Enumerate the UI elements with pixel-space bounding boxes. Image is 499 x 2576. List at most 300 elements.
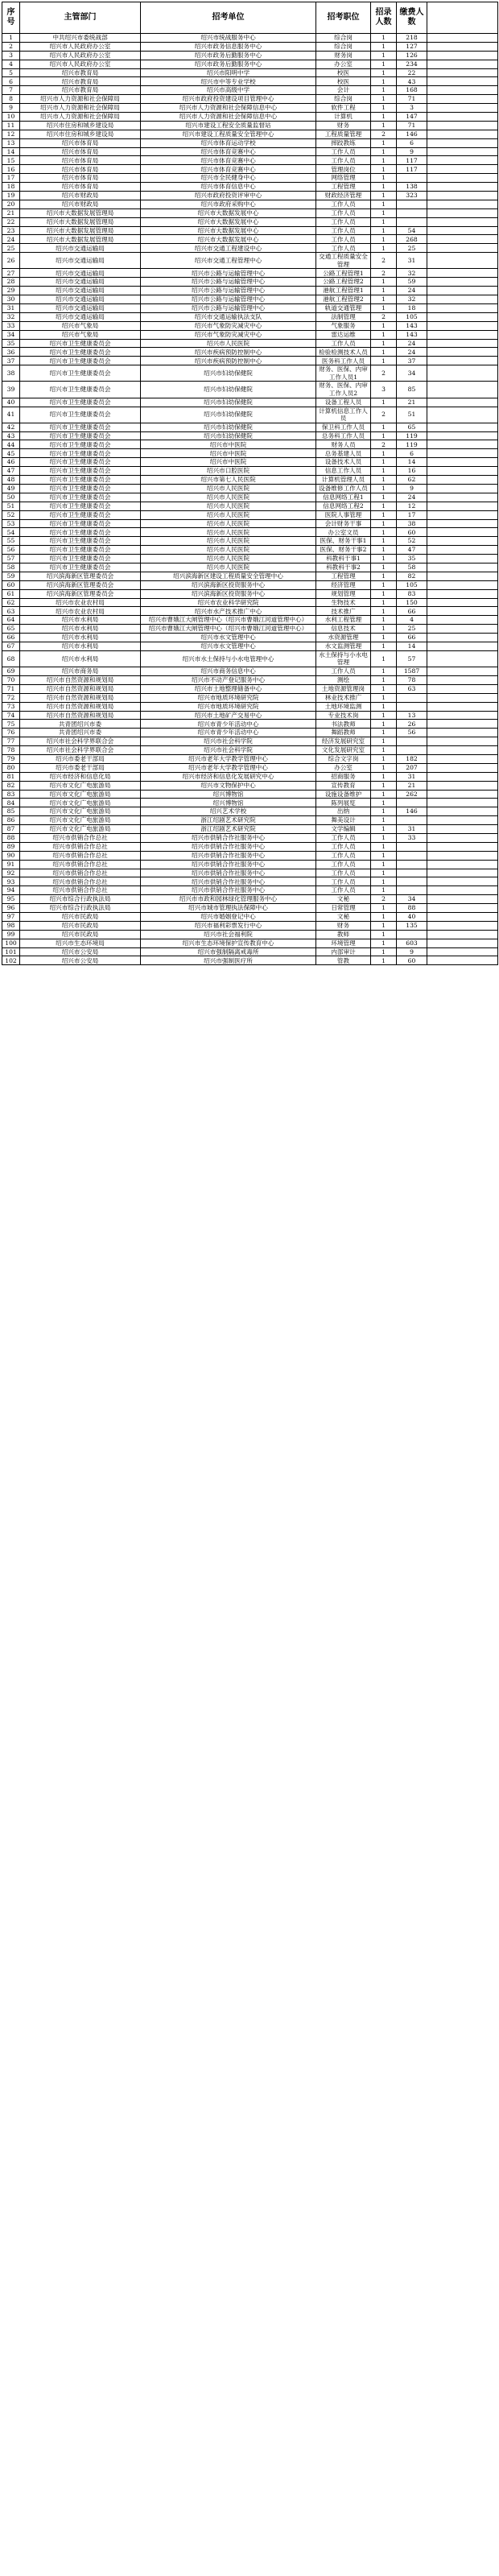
cell-fee — [427, 269, 498, 278]
cell-position: 工作人员 — [316, 886, 371, 895]
table-row — [2, 634, 498, 642]
table-row — [2, 278, 498, 287]
cell-no: 19 — [2, 192, 20, 200]
cell-dept: 绍兴滨海新区管理委员会 — [20, 580, 141, 589]
cell-count: 1 — [371, 147, 397, 156]
cell-no: 7 — [2, 86, 20, 95]
cell-position: 文秘 — [316, 912, 371, 921]
cell-count: 1 — [371, 304, 397, 313]
table-row — [2, 886, 498, 895]
cell-dept: 绍兴市体育局 — [20, 138, 141, 147]
cell-no: 17 — [2, 174, 20, 183]
cell-paid: 9 — [397, 947, 427, 956]
cell-no: 44 — [2, 440, 20, 449]
cell-no: 94 — [2, 886, 20, 895]
cell-count: 2 — [371, 895, 397, 904]
cell-dept: 绍兴市水利局 — [20, 642, 141, 650]
header-no: 序号 — [2, 2, 20, 34]
cell-count: 1 — [371, 625, 397, 634]
cell-dept: 绍兴市交通运输局 — [20, 269, 141, 278]
cell-unit: 绍兴市生态环境保护宣传教育中心 — [141, 939, 316, 947]
cell-count: 1 — [371, 42, 397, 51]
cell-dept: 绍兴市农业农村局 — [20, 598, 141, 607]
cell-unit: 绍兴市曹娥江大闸管理中心（绍兴市曹娥江河道管理中心） — [141, 625, 316, 634]
cell-count: 1 — [371, 667, 397, 676]
cell-dept: 绍兴市卫生健康委员会 — [20, 440, 141, 449]
cell-count: 1 — [371, 174, 397, 183]
cell-dept: 绍兴市综合行政执法局 — [20, 904, 141, 913]
cell-unit: 绍兴市政府投资评审中心 — [141, 192, 316, 200]
cell-no: 87 — [2, 825, 20, 834]
table-row — [2, 156, 498, 165]
cell-no: 69 — [2, 667, 20, 676]
cell-position: 文秘 — [316, 895, 371, 904]
cell-unit: 绍兴市社会福利院 — [141, 930, 316, 939]
cell-no: 95 — [2, 895, 20, 904]
cell-no: 11 — [2, 121, 20, 130]
cell-unit: 绍兴市供销合作社服务中心 — [141, 860, 316, 869]
cell-unit: 绍兴市人民医院 — [141, 555, 316, 564]
cell-count: 1 — [371, 200, 397, 208]
cell-fee — [427, 930, 498, 939]
cell-paid — [397, 869, 427, 877]
cell-fee — [427, 807, 498, 816]
table-row — [2, 502, 498, 510]
cell-fee — [427, 208, 498, 217]
cell-position: 办公室 — [316, 60, 371, 68]
cell-count: 1 — [371, 348, 397, 357]
cell-unit: 绍兴市市政和园林绿化管理服务中心 — [141, 895, 316, 904]
cell-position: 工作人员 — [316, 860, 371, 869]
cell-fee — [427, 746, 498, 755]
cell-paid: 63 — [397, 684, 427, 693]
cell-paid: 150 — [397, 598, 427, 607]
cell-position: 信息网络工程1 — [316, 493, 371, 502]
cell-count: 1 — [371, 519, 397, 528]
cell-no: 26 — [2, 253, 20, 269]
cell-no: 54 — [2, 528, 20, 537]
cell-unit: 绍兴市人民医院 — [141, 484, 316, 493]
cell-no: 24 — [2, 235, 20, 244]
cell-no: 43 — [2, 431, 20, 440]
cell-dept: 绍兴市教育局 — [20, 68, 141, 77]
cell-no: 77 — [2, 737, 20, 746]
cell-position: 工作人员 — [316, 208, 371, 217]
cell-unit: 绍兴市公路与运输管理中心 — [141, 287, 316, 295]
cell-unit: 绍兴市疾病预防控制中心 — [141, 357, 316, 365]
cell-fee — [427, 877, 498, 886]
cell-fee — [427, 51, 498, 60]
cell-count: 1 — [371, 183, 397, 192]
cell-position: 交通工程质量安全管理 — [316, 253, 371, 269]
cell-paid: 603 — [397, 939, 427, 947]
cell-dept: 绍兴市民政局 — [20, 930, 141, 939]
table-row — [2, 51, 498, 60]
cell-fee — [427, 312, 498, 321]
cell-unit: 绍兴滨海新区投资服务中心 — [141, 589, 316, 598]
table-row — [2, 476, 498, 485]
table-row — [2, 825, 498, 834]
cell-unit: 绍兴市婚姻登记中心 — [141, 912, 316, 921]
cell-no: 66 — [2, 634, 20, 642]
cell-paid: 1587 — [397, 667, 427, 676]
table-row — [2, 833, 498, 842]
cell-unit: 绍兴市公路与运输管理中心 — [141, 304, 316, 313]
cell-fee — [427, 607, 498, 616]
cell-no: 78 — [2, 746, 20, 755]
cell-position: 财务、医保、内审工作人员1 — [316, 365, 371, 382]
cell-count: 1 — [371, 860, 397, 869]
cell-count: 2 — [371, 269, 397, 278]
cell-paid: 82 — [397, 572, 427, 580]
table-row — [2, 667, 498, 676]
cell-count: 2 — [371, 312, 397, 321]
cell-fee — [427, 226, 498, 235]
cell-fee — [427, 183, 498, 192]
cell-no: 22 — [2, 217, 20, 226]
cell-fee — [427, 493, 498, 502]
cell-dept: 绍兴市卫生健康委员会 — [20, 502, 141, 510]
cell-fee — [427, 77, 498, 86]
table-row — [2, 440, 498, 449]
cell-paid: 138 — [397, 183, 427, 192]
cell-dept: 绍兴市交通运输局 — [20, 312, 141, 321]
table-row — [2, 711, 498, 720]
cell-fee — [427, 330, 498, 339]
cell-position: 工作人员 — [316, 217, 371, 226]
cell-count: 1 — [371, 956, 397, 965]
cell-no: 84 — [2, 799, 20, 807]
cell-unit: 绍兴市老年大学教学管理中心 — [141, 763, 316, 772]
cell-fee — [427, 869, 498, 877]
cell-no: 80 — [2, 763, 20, 772]
cell-paid: 18 — [397, 304, 427, 313]
cell-paid: 32 — [397, 269, 427, 278]
table-row — [2, 321, 498, 330]
cell-dept: 绍兴市民政局 — [20, 912, 141, 921]
cell-count: 1 — [371, 572, 397, 580]
cell-position: 管教 — [316, 956, 371, 965]
cell-paid: 21 — [397, 781, 427, 790]
cell-dept: 绍兴市水利局 — [20, 650, 141, 667]
cell-count: 1 — [371, 886, 397, 895]
cell-count: 1 — [371, 51, 397, 60]
table-row — [2, 616, 498, 625]
cell-fee — [427, 235, 498, 244]
table-row — [2, 763, 498, 772]
cell-no: 83 — [2, 790, 20, 799]
cell-position: 设备技术人员 — [316, 458, 371, 467]
cell-fee — [427, 555, 498, 564]
cell-count: 1 — [371, 510, 397, 519]
cell-position: 气象服务 — [316, 321, 371, 330]
cell-unit: 绍兴市疾病预防控制中心 — [141, 348, 316, 357]
cell-unit: 绍兴市建设工程质量安全管理中心 — [141, 130, 316, 138]
cell-count: 1 — [371, 642, 397, 650]
cell-position: 会计财务干事 — [316, 519, 371, 528]
header-fee — [427, 2, 498, 34]
cell-count: 1 — [371, 702, 397, 711]
cell-dept: 绍兴市供销合作总社 — [20, 877, 141, 886]
cell-unit: 绍兴市曹娥江大闸管理中心（绍兴市曹娥江河道管理中心） — [141, 616, 316, 625]
cell-dept: 绍兴市体育局 — [20, 156, 141, 165]
cell-position: 医保、财务干事2 — [316, 546, 371, 555]
cell-dept: 绍兴市大数据发展管理局 — [20, 226, 141, 235]
cell-count: 1 — [371, 138, 397, 147]
cell-count: 1 — [371, 113, 397, 122]
cell-unit: 绍兴市人民医院 — [141, 546, 316, 555]
cell-unit: 绍兴市交通工程建设中心 — [141, 244, 316, 253]
cell-dept: 绍兴市教育局 — [20, 77, 141, 86]
cell-count: 1 — [371, 634, 397, 642]
cell-fee — [427, 799, 498, 807]
cell-dept: 绍兴市人力资源和社会保障局 — [20, 95, 141, 104]
cell-dept: 绍兴市卫生健康委员会 — [20, 555, 141, 564]
cell-no: 61 — [2, 589, 20, 598]
table-row — [2, 348, 498, 357]
cell-unit: 绍兴市水土保持与小水电管理中心 — [141, 650, 316, 667]
cell-fee — [427, 860, 498, 869]
cell-dept: 绍兴市卫生健康委员会 — [20, 365, 141, 382]
cell-paid: 117 — [397, 165, 427, 174]
cell-no: 53 — [2, 519, 20, 528]
cell-count: 1 — [371, 449, 397, 458]
cell-count: 2 — [371, 130, 397, 138]
cell-unit: 绍兴市大数据发展中心 — [141, 226, 316, 235]
cell-position: 招商服务 — [316, 772, 371, 781]
cell-paid: 52 — [397, 537, 427, 546]
cell-position: 港航工程管理1 — [316, 287, 371, 295]
cell-position: 计算机信息工作人员 — [316, 407, 371, 423]
cell-paid: 43 — [397, 77, 427, 86]
cell-position: 经济管理 — [316, 580, 371, 589]
cell-dept: 绍兴市卫生健康委员会 — [20, 493, 141, 502]
cell-count: 1 — [371, 589, 397, 598]
cell-count: 1 — [371, 68, 397, 77]
cell-dept: 绍兴市公安局 — [20, 947, 141, 956]
cell-unit: 绍兴市强制隔离戒毒所 — [141, 947, 316, 956]
cell-position: 技术推广 — [316, 607, 371, 616]
cell-unit: 绍兴市政府采购中心 — [141, 200, 316, 208]
cell-no: 51 — [2, 502, 20, 510]
table-row — [2, 493, 498, 502]
cell-paid: 66 — [397, 607, 427, 616]
table-row — [2, 930, 498, 939]
cell-unit: 绍兴市气象防灾减灾中心 — [141, 330, 316, 339]
cell-count: 1 — [371, 339, 397, 348]
cell-dept: 绍兴市文化广电旅游局 — [20, 807, 141, 816]
cell-dept: 绍兴市水利局 — [20, 634, 141, 642]
cell-paid: 37 — [397, 357, 427, 365]
cell-no: 81 — [2, 772, 20, 781]
cell-fee — [427, 244, 498, 253]
cell-position: 保卫科工作人员 — [316, 423, 371, 431]
cell-position: 信息技术 — [316, 625, 371, 634]
cell-paid: 218 — [397, 34, 427, 43]
cell-no: 86 — [2, 816, 20, 825]
cell-no: 29 — [2, 287, 20, 295]
cell-position: 工作人员 — [316, 339, 371, 348]
cell-dept: 绍兴市住房和城乡建设局 — [20, 121, 141, 130]
table-row — [2, 253, 498, 269]
cell-paid: 127 — [397, 42, 427, 51]
cell-paid: 207 — [397, 763, 427, 772]
cell-unit: 绍兴市大数据发展中心 — [141, 208, 316, 217]
cell-unit: 绍兴市社会科学院 — [141, 746, 316, 755]
cell-count: 3 — [371, 382, 397, 398]
table-row — [2, 598, 498, 607]
cell-paid: 62 — [397, 476, 427, 485]
cell-paid: 17 — [397, 510, 427, 519]
cell-position: 日常管理 — [316, 904, 371, 913]
cell-position: 科教科干事2 — [316, 563, 371, 572]
cell-no: 73 — [2, 702, 20, 711]
cell-fee — [427, 851, 498, 860]
table-row — [2, 684, 498, 693]
cell-count: 2 — [371, 365, 397, 382]
cell-fee — [427, 528, 498, 537]
cell-fee — [427, 842, 498, 851]
cell-fee — [427, 476, 498, 485]
cell-no: 85 — [2, 807, 20, 816]
table-row — [2, 904, 498, 913]
cell-paid — [397, 200, 427, 208]
cell-unit: 绍兴市体育竞赛中心 — [141, 156, 316, 165]
cell-unit: 浙江绍剧艺术研究院 — [141, 816, 316, 825]
cell-paid: 146 — [397, 807, 427, 816]
cell-position: 舞蹈教师 — [316, 729, 371, 737]
cell-paid: 21 — [397, 398, 427, 407]
table-row — [2, 729, 498, 737]
cell-position: 工作人员 — [316, 235, 371, 244]
cell-dept: 绍兴市人力资源和社会保障局 — [20, 104, 141, 113]
cell-count: 1 — [371, 616, 397, 625]
cell-dept: 绍兴市自然资源和规划局 — [20, 711, 141, 720]
recruitment-table — [2, 2, 498, 965]
cell-paid: 40 — [397, 912, 427, 921]
cell-no: 75 — [2, 720, 20, 729]
cell-dept: 绍兴市供销合作总社 — [20, 842, 141, 851]
cell-unit: 绍兴市人民医院 — [141, 510, 316, 519]
cell-count: 1 — [371, 60, 397, 68]
cell-paid: 88 — [397, 904, 427, 913]
cell-position: 校医 — [316, 68, 371, 77]
cell-paid: 33 — [397, 833, 427, 842]
cell-count: 1 — [371, 912, 397, 921]
cell-unit: 绍兴市农业科学研究院 — [141, 598, 316, 607]
cell-unit: 绍兴市地质环境研究院 — [141, 702, 316, 711]
cell-unit: 绍兴市供销合作社服务中心 — [141, 886, 316, 895]
cell-count: 1 — [371, 720, 397, 729]
cell-count: 2 — [371, 440, 397, 449]
cell-count: 1 — [371, 121, 397, 130]
cell-dept: 绍兴市生态环境局 — [20, 939, 141, 947]
cell-fee — [427, 510, 498, 519]
cell-count: 2 — [371, 253, 397, 269]
table-row — [2, 34, 498, 43]
cell-fee — [427, 502, 498, 510]
cell-count: 2 — [371, 407, 397, 423]
cell-dept: 绍兴市农业农村局 — [20, 607, 141, 616]
table-row — [2, 121, 498, 130]
cell-no: 92 — [2, 869, 20, 877]
cell-position: 信息工作人员 — [316, 467, 371, 476]
cell-count: 1 — [371, 398, 397, 407]
cell-paid: 119 — [397, 431, 427, 440]
cell-dept: 绍兴市卫生健康委员会 — [20, 484, 141, 493]
cell-count: 1 — [371, 772, 397, 781]
cell-paid: 143 — [397, 321, 427, 330]
cell-dept: 绍兴市卫生健康委员会 — [20, 357, 141, 365]
cell-dept: 绍兴市自然资源和规划局 — [20, 693, 141, 702]
cell-count: 1 — [371, 95, 397, 104]
cell-position: 公路工程管理2 — [316, 278, 371, 287]
cell-paid: 38 — [397, 519, 427, 528]
table-row — [2, 217, 498, 226]
cell-no: 9 — [2, 104, 20, 113]
cell-position: 水资源管理 — [316, 634, 371, 642]
cell-unit: 绍兴市供销合作社服务中心 — [141, 869, 316, 877]
cell-fee — [427, 904, 498, 913]
cell-fee — [427, 348, 498, 357]
table-row — [2, 877, 498, 886]
cell-paid — [397, 799, 427, 807]
cell-no: 52 — [2, 510, 20, 519]
cell-count: 1 — [371, 930, 397, 939]
cell-paid: 31 — [397, 825, 427, 834]
cell-paid: 58 — [397, 563, 427, 572]
cell-count: 1 — [371, 484, 397, 493]
cell-dept: 绍兴市大数据发展管理局 — [20, 235, 141, 244]
cell-unit: 绍兴市体育竞赛中心 — [141, 147, 316, 156]
cell-no: 93 — [2, 877, 20, 886]
cell-count: 1 — [371, 825, 397, 834]
cell-fee — [427, 895, 498, 904]
cell-dept: 绍兴市体育局 — [20, 147, 141, 156]
cell-paid: 182 — [397, 754, 427, 763]
cell-count: 1 — [371, 34, 397, 43]
cell-dept: 绍兴市公安局 — [20, 956, 141, 965]
cell-unit: 绍兴市不动产登记服务中心 — [141, 675, 316, 684]
cell-unit: 绍兴博物馆 — [141, 799, 316, 807]
cell-no: 39 — [2, 382, 20, 398]
cell-position: 工程管理 — [316, 572, 371, 580]
cell-fee — [427, 431, 498, 440]
table-row — [2, 528, 498, 537]
cell-count: 1 — [371, 423, 397, 431]
cell-position: 规划管理 — [316, 589, 371, 598]
cell-position: 雷达运维 — [316, 330, 371, 339]
cell-dept: 绍兴市综合行政执法局 — [20, 895, 141, 904]
cell-count: 1 — [371, 947, 397, 956]
cell-paid: 323 — [397, 192, 427, 200]
cell-dept: 绍兴市卫生健康委员会 — [20, 519, 141, 528]
cell-unit: 绍兴市中医院 — [141, 449, 316, 458]
cell-fee — [427, 737, 498, 746]
cell-dept: 绍兴市卫生健康委员会 — [20, 339, 141, 348]
cell-unit: 绍兴市水文管理中心 — [141, 634, 316, 642]
cell-paid: 71 — [397, 95, 427, 104]
cell-position: 检验检测技术人员 — [316, 348, 371, 357]
header-paid: 缴费人数 — [397, 2, 427, 34]
cell-dept: 绍兴市水利局 — [20, 616, 141, 625]
cell-no: 48 — [2, 476, 20, 485]
cell-unit: 绍兴市阳明中学 — [141, 68, 316, 77]
cell-no: 47 — [2, 467, 20, 476]
cell-unit: 绍兴市青少年活动中心 — [141, 729, 316, 737]
cell-paid: 12 — [397, 502, 427, 510]
cell-count: 1 — [371, 278, 397, 287]
